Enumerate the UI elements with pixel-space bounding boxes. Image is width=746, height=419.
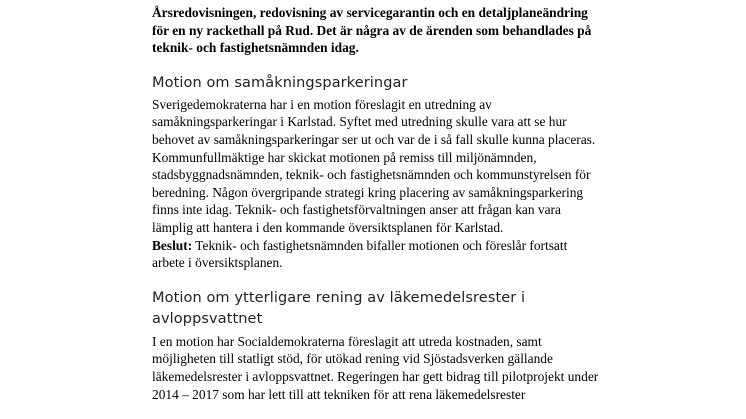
section-body-lakemedel: I en motion har Socialdemokraterna föreslagit att utreda kostnaden, samt möjligheten till statligt stöd, för utökad rening vid Sjöstadsverken gällande läkemedelsrester i avloppsvattnet. Regeringen har gett bidrag till pilotprojekt under 2014 – 2017 som har lett till att tekniken för att rena läkemedelsrester [152, 333, 599, 402]
document-page [152, 4, 602, 403]
section-body-samakning [152, 96, 602, 272]
section-heading-lakemedel: Motion om ytterligare rening av läkemedelsrester i avloppsvattnet [152, 289, 526, 327]
section-heading-samakning: Motion om samåkningsparkeringar [152, 74, 408, 91]
decision-label: Beslut: [152, 237, 193, 253]
section-body-text: Sverigedemokraterna har i en motion föreslagit en utredning av samåkningsparkeringar i Karlstad. Syftet med utredning skulle vara att se hur behovet av samåkningsparkeringar ser ut och var de i så fall skulle kunna placeras. Kommunfullmäktige har skickat motionen på remiss till miljönämnden, stadsbyggnadsnämnden, teknik- och fastighetsnämnden och kommunstyrelsen för beredning. Någon övergripande strategi kring placering av samåkningsparkering finns inte idag. Teknik- och fastighetsförvaltningen anser att frågan kan vara lämplig att hantera i den kommande översiktsplanen för Karlstad. [152, 96, 596, 235]
intro-paragraph: Årsredovisningen, redovisning av servicegarantin och en detaljplaneändring för en ny rackethall på Rud. Det är några av de ärenden som behandlades på teknik- och fastighetsnämnden idag. [152, 5, 592, 56]
decision-text: Teknik- och fastighetsnämnden bifaller motionen och föreslår fortsatt arbete i översiktsplanen. [152, 237, 568, 271]
